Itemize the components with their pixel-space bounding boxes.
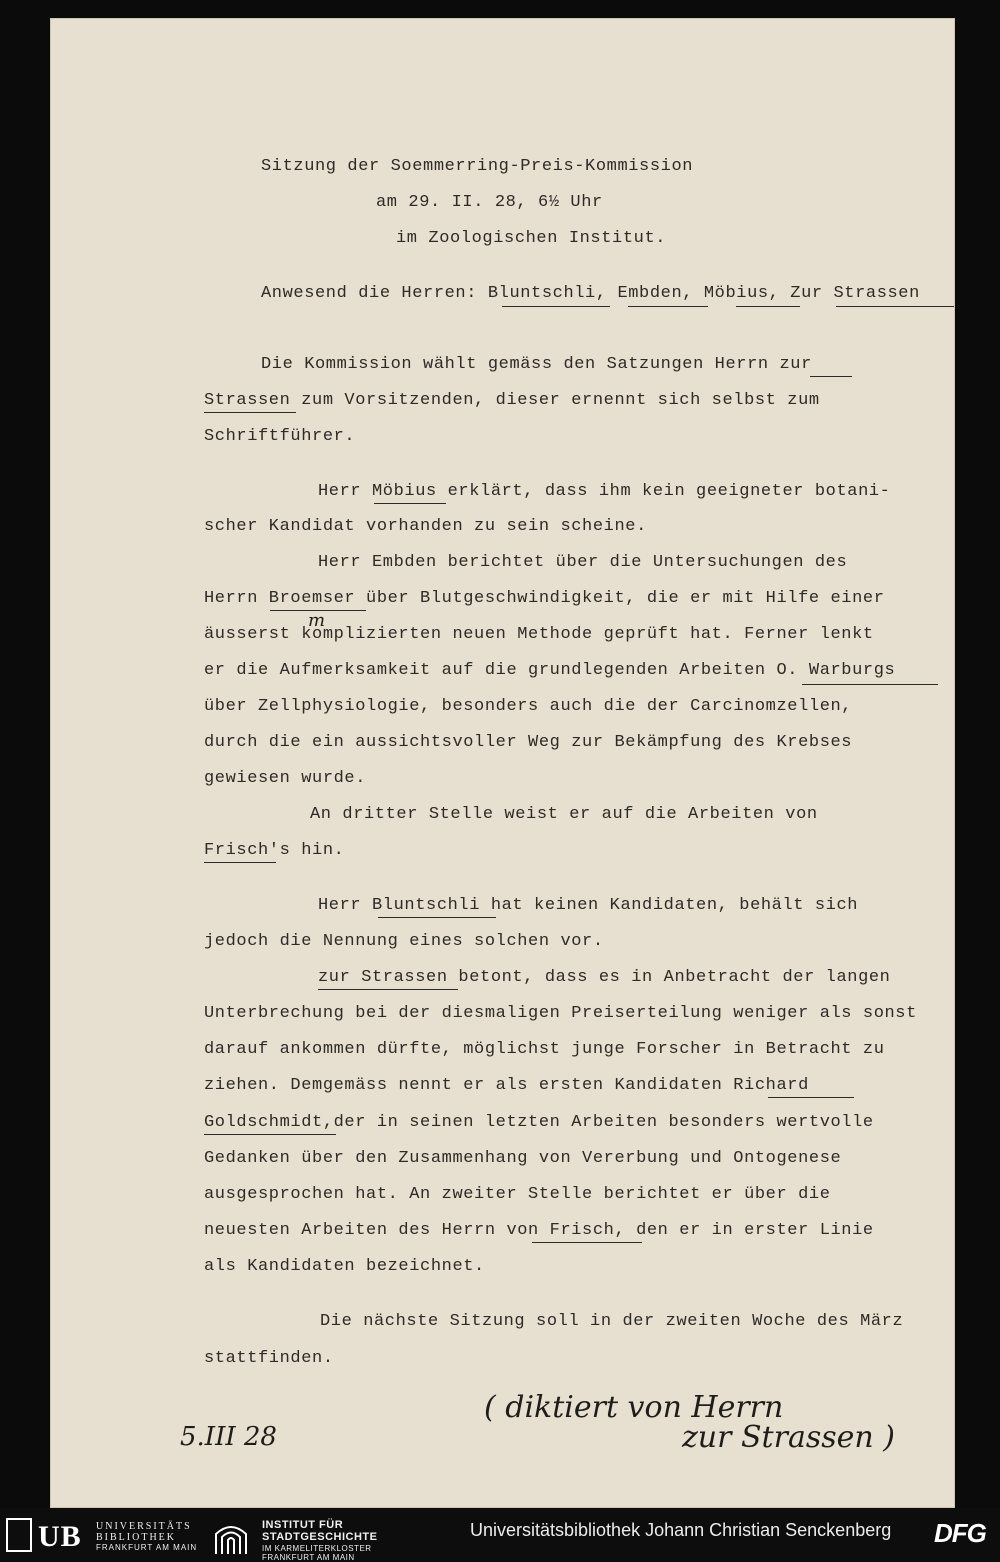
isg-line-4: FRANKFURT AM MAIN	[262, 1553, 355, 1562]
isg-line-3: IM KARMELITERKLOSTER	[262, 1544, 372, 1553]
p5-line-2: jedoch die Nennung eines solchen vor.	[204, 932, 604, 951]
p6-line-6: Gedanken über den Zusammenhang von Vererbung und Ontogenese	[204, 1149, 842, 1168]
p1-line-2: Strassen zum Vorsitzenden, dieser ernennt sich selbst zum	[204, 391, 820, 410]
dfg-logo[interactable]: DFG	[934, 1518, 986, 1548]
underline-moebius	[736, 306, 800, 307]
ub-line-3: FRANKFURT AM MAIN	[96, 1543, 198, 1552]
p2-line-1: Herr Möbius erklärt, dass ihm kein geeigneter botani-	[318, 482, 891, 501]
underline-goldschmidt	[204, 1134, 336, 1135]
p1-line-1: Die Kommission wählt gemäss den Satzungen Herrn zur	[261, 355, 812, 374]
underline-zur-strassen-2	[318, 989, 458, 990]
heading-line-1: Sitzung der Soemmerring-Preis-Kommission	[261, 157, 694, 176]
p6-line-8: neuesten Arbeiten des Herrn von Frisch, den er in erster Linie	[204, 1221, 874, 1240]
underline-bluntschli	[502, 306, 610, 307]
p4-line-1: An dritter Stelle weist er auf die Arbeiten von	[310, 805, 818, 824]
p1-line-3: Schriftführer.	[204, 427, 356, 446]
isg-logo[interactable]	[214, 1516, 414, 1562]
heading-line-2: am 29. II. 28, 6½ Uhr	[376, 193, 603, 212]
ub-logo[interactable]	[6, 1518, 206, 1552]
p3-line-7: gewiesen wurde.	[204, 769, 367, 788]
p3-line-4: er die Aufmerksamkeit auf die grundlegenden Arbeiten O. Warburgs	[204, 661, 896, 680]
p6-line-1: zur Strassen betont, dass es in Anbetracht der langen	[318, 968, 891, 987]
p3-line-6: durch die ein aussichtsvoller Weg zur Bekämpfung des Krebses	[204, 733, 853, 752]
underline-warburgs	[802, 684, 938, 685]
underline-moebius-2	[374, 503, 446, 504]
arch-icon	[214, 1520, 248, 1554]
p6-line-9: als Kandidaten bezeichnet.	[204, 1257, 485, 1276]
underline-bluntschli-2	[378, 917, 496, 918]
p7-line-1: Die nächste Sitzung soll in der zweiten Woche des März	[320, 1312, 904, 1331]
underline-richard	[768, 1097, 854, 1098]
p7-line-2: stattfinden.	[204, 1349, 334, 1368]
p6-line-7: ausgesprochen hat. An zweiter Stelle berichtet er über die	[204, 1185, 831, 1204]
p2-line-2: scher Kandidat vorhanden zu sein scheine.	[204, 517, 647, 536]
underline-zur-strassen	[836, 306, 954, 307]
isg-line-1: INSTITUT FÜR	[262, 1519, 344, 1531]
ub-line-2: BIBLIOTHEK	[96, 1532, 176, 1543]
p6-line-2: Unterbrechung bei der diesmaligen Preiserteilung weniger als sonst	[204, 1004, 917, 1023]
footer-bar	[0, 1508, 1000, 1562]
underline-frisch	[204, 862, 276, 863]
p6-line-5: Goldschmidt,der in seinen letzten Arbeiten besonders wertvolle	[204, 1113, 874, 1132]
p5-line-1: Herr Bluntschli hat keinen Kandidaten, behält sich	[318, 896, 859, 915]
p6-line-3: darauf ankommen dürfte, möglichst junge Forscher in Betracht zu	[204, 1040, 885, 1059]
library-credit[interactable]: Universitätsbibliothek Johann Christian Senckenberg	[470, 1520, 892, 1540]
underline-von-frisch	[532, 1242, 642, 1243]
p4-line-2: Frisch's hin.	[204, 841, 345, 860]
p3-line-3: äusserst komplizierten neuen Methode geprüft hat. Ferner lenkt	[204, 625, 874, 644]
underline-zur	[810, 376, 852, 377]
handwritten-note-line-2: zur Strassen )	[682, 1420, 895, 1455]
heading-line-3: im Zoologischen Institut.	[396, 229, 667, 248]
handwritten-note-line-1: ( diktiert von Herrn	[484, 1390, 784, 1425]
underline-embden	[628, 306, 708, 307]
p3-line-2: Herrn Broemser über Blutgeschwindigkeit, die er mit Hilfe einer	[204, 589, 885, 608]
p6-line-4: ziehen. Demgemäss nennt er als ersten Kandidaten Richard	[204, 1076, 809, 1095]
handwritten-date: 5.III 28	[180, 1422, 277, 1452]
isg-line-2: STADTGESCHICHTE	[262, 1531, 378, 1543]
ub-abbr: UB	[38, 1520, 82, 1553]
underline-strassen	[204, 412, 296, 413]
book-icon	[6, 1518, 32, 1552]
ub-line-1: UNIVERSITÄTS	[96, 1521, 192, 1532]
p3-line-1: Herr Embden berichtet über die Untersuchungen des	[318, 553, 848, 572]
handwritten-correction-m: m	[308, 610, 326, 631]
attendance-line: Anwesend die Herren: Bluntschli, Embden, Möbius, Zur Strassen	[261, 284, 920, 303]
p3-line-5: über Zellphysiologie, besonders auch die der Carcinomzellen,	[204, 697, 853, 716]
